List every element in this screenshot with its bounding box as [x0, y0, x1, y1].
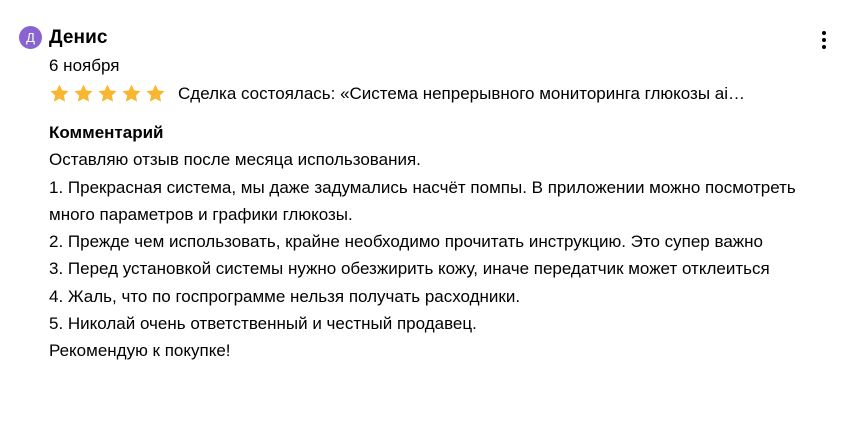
star-icon [49, 83, 70, 104]
star-icon [73, 83, 94, 104]
comment-line: 2. Прежде чем использовать, крайне необходимо прочитать инструкцию. Это супер важно [49, 232, 763, 252]
comment-line: 1. Прекрасная система, мы даже задумались насчёт помпы. В приложении можно посмотреть много параметров и графики глюкозы. [49, 177, 796, 224]
author-name[interactable]: Денис [49, 26, 108, 48]
star-icon [121, 83, 142, 104]
review-date: 6 ноября [49, 56, 120, 75]
comment-line: 3. Перед установкой системы нужно обезжирить кожу, иначе передатчик может отклеиться [49, 259, 770, 279]
more-vertical-icon-dot [822, 45, 826, 49]
star-icon [97, 83, 118, 104]
review-header [19, 26, 108, 49]
more-vertical-icon [822, 31, 826, 35]
deal-row [49, 83, 835, 104]
avatar[interactable] [19, 26, 42, 49]
star-icon [145, 83, 166, 104]
comment-line: Оставляю отзыв после месяца использования. [49, 150, 421, 170]
review-comment [49, 119, 839, 365]
more-vertical-icon-dot [822, 38, 826, 42]
comment-line: 5. Николай очень ответственный и честный продавец. [49, 314, 477, 334]
comment-title: Комментарий [49, 123, 164, 142]
avatar-initial: Д [26, 30, 35, 45]
more-options-button[interactable] [814, 28, 834, 52]
comment-line: 4. Жаль, что по госпрограмме нельзя получать расходники. [49, 286, 521, 306]
rating-stars [49, 83, 169, 104]
comment-line: Рекомендую к покупке! [49, 341, 231, 361]
deal-product-link[interactable]: Сделка состоялась: «Система непрерывного мониторинга глюкозы ai… [178, 83, 746, 103]
